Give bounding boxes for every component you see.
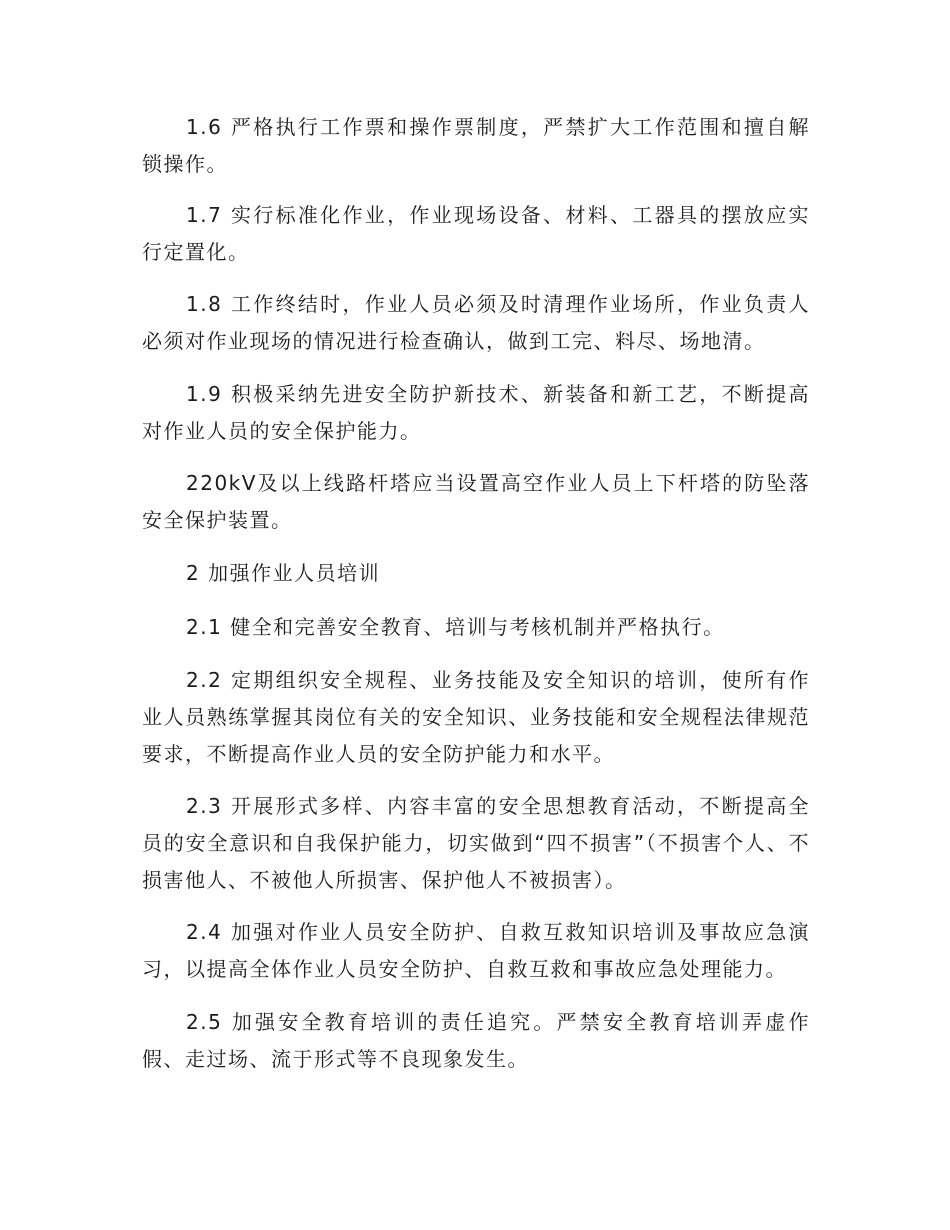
paragraph-1-7: 1.7 实行标准化作业，作业现场设备、材料、工器具的摆放应实行定置化。 (142, 203, 810, 264)
paragraph-2-3: 2.3 开展形式多样、内容丰富的安全思想教育活动，不断提高全员的安全意识和自我保护能力，切实做到“四不损害”（不损害个人、不损害他人、不被他人所损害、保护他人不被损害）。 (142, 794, 810, 892)
paragraph-2-2: 2.2 定期组织安全规程、业务技能及安全知识的培训，使所有作业人员熟练掌握其岗位有关的安全知识、业务技能和安全规程法律规范要求，不断提高作业人员的安全防护能力和水平。 (142, 668, 810, 766)
paragraph-1-6: 1.6 严格执行工作票和操作票制度，严禁扩大工作范围和擅自解锁操作。 (142, 115, 810, 176)
paragraph-2-1: 2.1 健全和完善安全教育、培训与考核机制并严格执行。 (186, 615, 725, 639)
paragraph-1-8: 1.8 工作终结时，作业人员必须及时清理作业场所，作业负责人必须对作业现场的情况进行检查确认，做到工完、料尽、场地清。 (142, 292, 810, 353)
paragraph-2-4: 2.4 加强对作业人员安全防护、自救互救知识培训及事故应急演习，以提高全体作业人员安全防护、自救互救和事故应急处理能力。 (142, 920, 810, 981)
paragraph-1-9: 1.9 积极采纳先进安全防护新技术、新装备和新工艺，不断提高对作业人员的安全保护能力。 (142, 382, 810, 443)
section-heading-2: 2 加强作业人员培训 (186, 561, 381, 585)
paragraph-220kv: 220kV及以上线路杆塔应当设置高空作业人员上下杆塔的防坠落安全保护装置。 (142, 471, 810, 532)
paragraph-2-5: 2.5 加强安全教育培训的责任追究。严禁安全教育培训弄虚作假、走过场、流于形式等不良现象发生。 (142, 1010, 810, 1071)
